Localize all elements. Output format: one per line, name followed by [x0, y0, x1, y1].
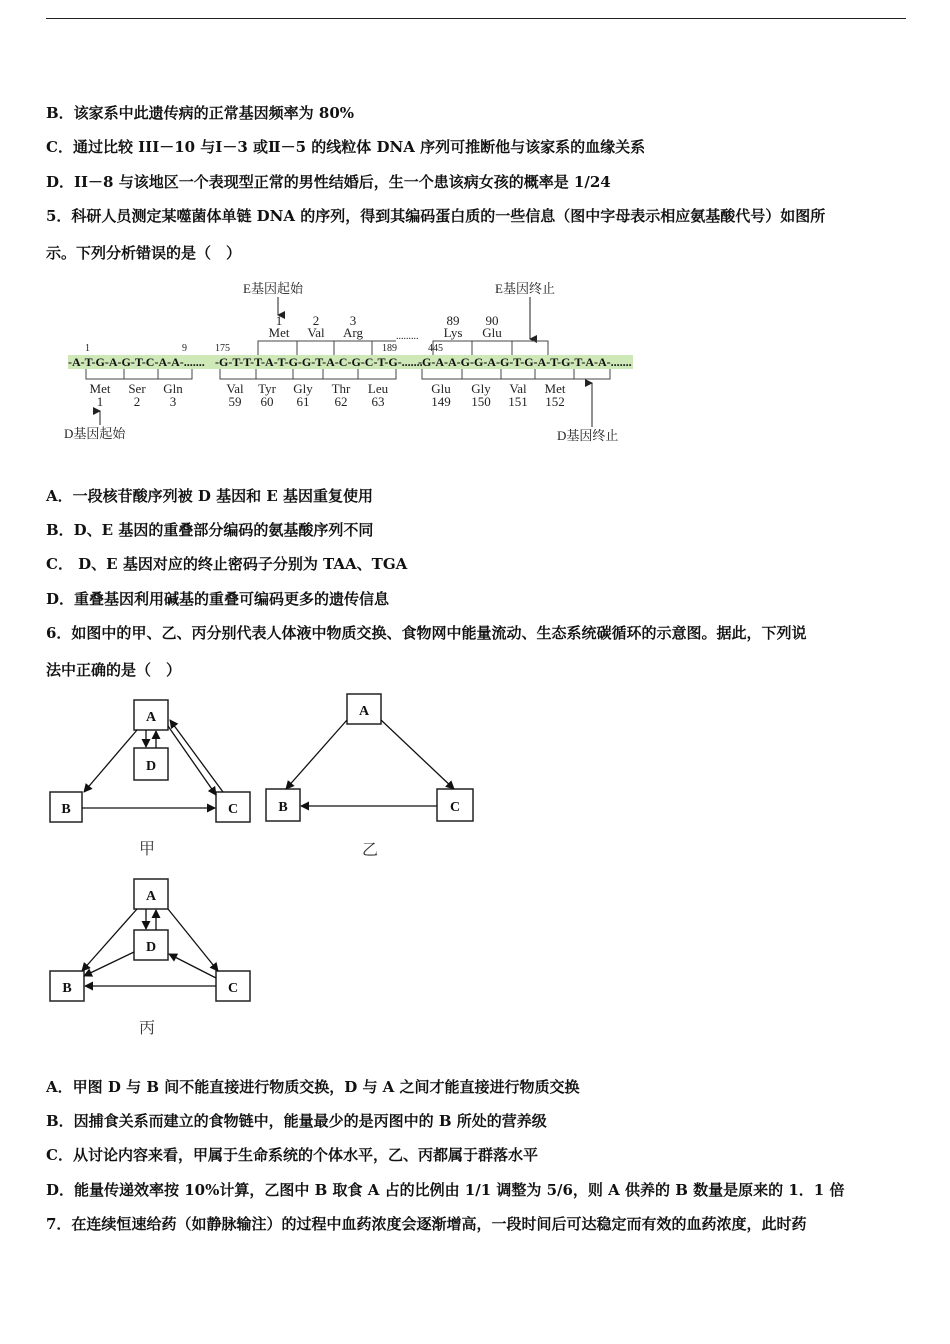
svg-text:B: B	[62, 981, 72, 996]
bottom-aa-60	[258, 381, 277, 409]
top-aa-3	[343, 313, 363, 340]
svg-text:Thr: Thr	[331, 381, 351, 396]
q5-option-b: B．D、E 基因的重叠部分编码的氨基酸序列不同	[46, 521, 374, 539]
q6-stem-line1: 6．如图中的甲、乙、丙分别代表人体液中物质交换、食物网中能量流动、生态系统碳循环的示意图。据此，下列说	[46, 624, 807, 642]
svg-text:1: 1	[275, 313, 283, 328]
svg-text:Val: Val	[226, 381, 244, 396]
top-aa-90	[482, 313, 502, 340]
svg-text:A: A	[358, 704, 370, 719]
caption-jia: 甲	[138, 841, 156, 858]
q5-option-c: C． D、E 基因对应的终止密码子分别为 TAA、TGA	[46, 555, 408, 573]
top-aa-2	[307, 313, 325, 340]
bottom-aa-151	[508, 381, 528, 409]
q4-option-b: B．该家系中此遗传病的正常基因频率为 80%	[46, 104, 355, 122]
svg-text:Glu: Glu	[431, 381, 451, 396]
bottom-aa-61	[293, 381, 313, 409]
svg-text:63: 63	[371, 394, 385, 409]
pos-175: 175	[215, 343, 230, 354]
e-gene-start-label: E基因起始	[243, 281, 303, 296]
svg-text:Lys: Lys	[443, 325, 463, 340]
svg-text:A: A	[145, 710, 157, 725]
svg-text:150: 150	[471, 394, 491, 409]
svg-text:Met: Met	[268, 325, 290, 340]
bottom-aa-150	[471, 381, 491, 409]
q5-option-a: A．一段核苷酸序列被 D 基因和 E 基因重复使用	[46, 487, 373, 505]
q6-option-d: D．能量传递效率按 10%计算，乙图中 B 取食 A 占的比例由 1/1 调整为 5/6，则 A 供养的 B 数量是原来的 1．1 倍	[46, 1181, 845, 1199]
svg-text:3: 3	[169, 394, 177, 409]
pos-1: 1	[85, 343, 90, 354]
q6-option-b: B．因捕食关系而建立的食物链中，能量最少的是丙图中的 B 所处的营养级	[46, 1112, 547, 1130]
svg-text:Val: Val	[307, 325, 325, 340]
q6-diagrams	[40, 690, 500, 1045]
svg-text:2: 2	[312, 313, 320, 328]
svg-text:89: 89	[446, 313, 460, 328]
svg-text:Gln: Gln	[163, 381, 183, 396]
q5-stem-line2: 示。下列分析错误的是（ ）	[46, 244, 242, 262]
svg-text:149: 149	[431, 394, 451, 409]
sequence-part3: -G-A-A-G-G-A-G-T-G-A-T-G-T-A-A-.......	[418, 355, 632, 369]
d-codon-brackets-3	[422, 369, 610, 379]
sequence-part2: -G-T-T-T-A-T-G-G-T-A-C-G-C-T-G-.......	[215, 355, 423, 369]
top-aa-89	[444, 313, 463, 340]
q7-stem-line1: 7．在连续恒速给药（如静脉输注）的过程中血药浓度会逐渐增高，一段时间后可达稳定而有效的血药浓度，此时药	[46, 1215, 807, 1233]
diagram-jia	[50, 700, 250, 858]
q6-stem-line2: 法中正确的是（ ）	[46, 661, 182, 679]
caption-bing: 丙	[138, 1020, 156, 1037]
svg-text:60: 60	[260, 394, 274, 409]
caption-yi: 乙	[361, 842, 379, 859]
top-aa-1	[269, 313, 290, 340]
gene-overlap-figure	[60, 275, 640, 450]
svg-text:59: 59	[228, 394, 242, 409]
e-gene-end-label: E基因终止	[495, 281, 555, 296]
d-codon-brackets-1	[86, 369, 192, 379]
svg-text:2: 2	[133, 394, 141, 409]
bottom-aa-3	[163, 381, 183, 409]
svg-text:Met: Met	[544, 381, 566, 396]
q6-option-c: C．从讨论内容来看，甲属于生命系统的个体水平，乙、丙都属于群落水平	[46, 1146, 538, 1164]
d-gene-end-label: D基因终止	[557, 428, 619, 443]
q6-option-a: A．甲图 D 与 B 间不能直接进行物质交换，D 与 A 之间才能直接进行物质交换	[46, 1078, 580, 1096]
svg-text:Ser: Ser	[128, 381, 146, 396]
svg-text:1: 1	[96, 394, 104, 409]
pos-445: 445	[428, 343, 443, 354]
svg-text:Met: Met	[89, 381, 111, 396]
svg-text:Glu: Glu	[482, 325, 502, 340]
svg-text:152: 152	[545, 394, 565, 409]
q4-option-d: D．II－8 与该地区一个表现型正常的男性结婚后，生一个患该病女孩的概率是 1/24	[46, 173, 611, 191]
diagram-bing	[50, 879, 250, 1037]
q5-option-d: D．重叠基因利用碱基的重叠可编码更多的遗传信息	[46, 590, 390, 608]
sequence-part1: -A-T-G-A-G-T-C-A-A-.......	[68, 355, 205, 369]
svg-text:3: 3	[349, 313, 357, 328]
svg-text:90: 90	[485, 313, 499, 328]
svg-text:Tyr: Tyr	[258, 381, 276, 396]
bottom-aa-59	[226, 381, 244, 409]
bottom-aa-63	[368, 381, 389, 409]
pos-9: 9	[182, 343, 187, 354]
bottom-aa-1	[90, 381, 111, 409]
d-codon-brackets-2	[220, 369, 396, 379]
svg-text:B: B	[61, 802, 71, 817]
diagram-yi	[266, 694, 473, 859]
svg-text:Val: Val	[509, 381, 527, 396]
bottom-aa-2	[128, 381, 146, 409]
svg-text:A: A	[145, 889, 157, 904]
bottom-aa-149	[431, 381, 451, 409]
svg-text:Leu: Leu	[367, 381, 389, 396]
bottom-aa-62	[332, 381, 351, 409]
d-gene-start-label: D基因起始	[64, 426, 126, 441]
svg-text:B: B	[278, 800, 288, 815]
svg-text:C: C	[227, 802, 239, 817]
svg-text:.........: .........	[396, 331, 419, 342]
q5-stem-line1: 5．科研人员测定某噬菌体单链 DNA 的序列，得到其编码蛋白质的一些信息（图中字母表示相应氨基酸代号）如图所	[46, 207, 826, 225]
svg-text:Gly: Gly	[471, 381, 491, 396]
svg-text:Gly: Gly	[293, 381, 313, 396]
svg-text:Arg: Arg	[343, 325, 363, 340]
svg-text:C: C	[449, 800, 461, 815]
svg-text:62: 62	[334, 394, 348, 409]
svg-text:D: D	[145, 759, 157, 774]
q4-option-c: C．通过比较 III－10 与Ⅰ－3 或Ⅱ－5 的线粒体 DNA 序列可推断他与该家系的血缘关系	[46, 138, 646, 156]
svg-text:C: C	[227, 981, 239, 996]
svg-text:D: D	[145, 940, 157, 955]
pos-189: 189	[382, 343, 397, 354]
bottom-aa-152	[545, 381, 566, 409]
svg-text:61: 61	[296, 394, 310, 409]
header-rule	[46, 18, 906, 19]
svg-text:151: 151	[508, 394, 528, 409]
